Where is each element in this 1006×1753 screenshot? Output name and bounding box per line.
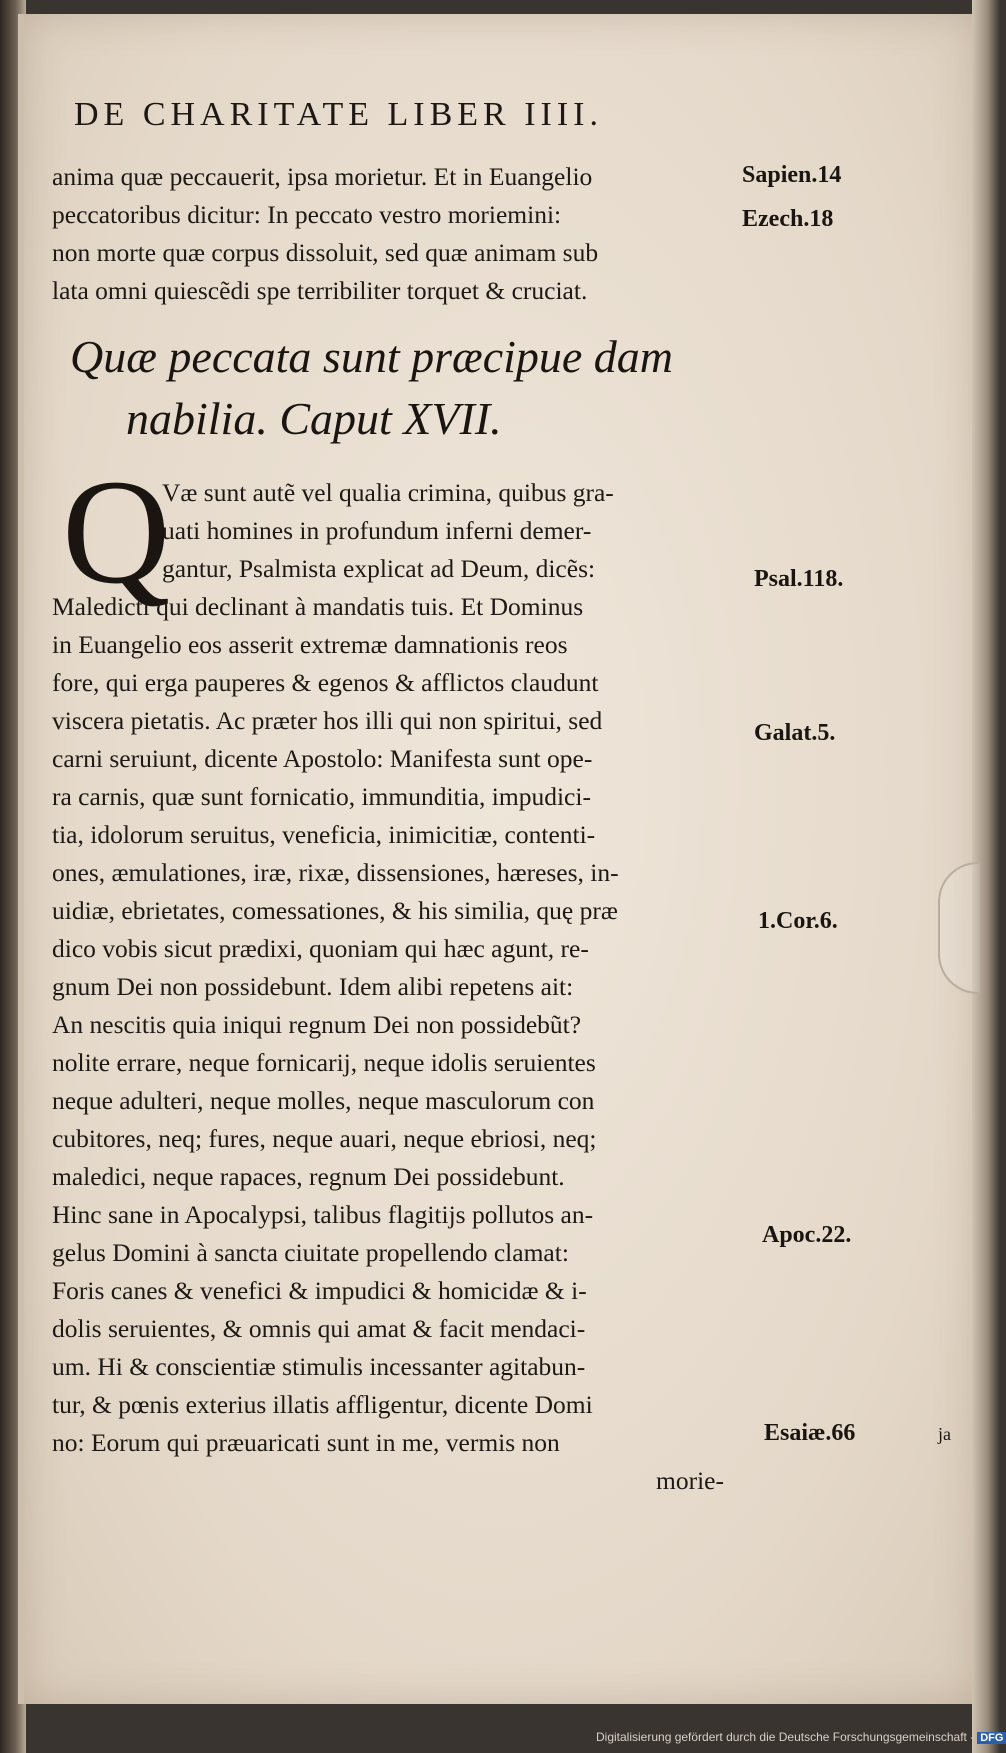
text-line: gnum Dei non possidebunt. Idem alibi repetens ait: (52, 972, 574, 1001)
margin-note-sapien: Sapien.14 (742, 162, 842, 188)
text-line: Hinc sane in Apocalypsi, talibus flagitijs pollutos an- (52, 1200, 594, 1229)
text-line: carni seruiunt, dicente Apostolo: Manifesta sunt ope- (52, 744, 593, 773)
text-line: Foris canes & venefici & impudici & homicidæ & i- (52, 1276, 587, 1305)
margin-note-apoc: Apoc.22. (762, 1222, 852, 1248)
text-line: lata omni quiescẽdi spe terribiliter torquet & cruciat. (52, 276, 588, 305)
margin-note-ezech: Ezech.18 (742, 206, 834, 232)
text-line: gantur, Psalmista explicat ad Deum, dicẽs: (162, 554, 596, 583)
margin-note-esaiae: Esaiæ.66 (764, 1420, 856, 1446)
running-head: DE CHARITATE LIBER IIII. (74, 96, 603, 133)
text-line: um. Hi & conscientiæ stimulis incessanter agitabun- (52, 1352, 586, 1381)
text-line: An nescitis quia iniqui regnum Dei non possidebũt? (52, 1010, 582, 1039)
drop-cap: Q (62, 449, 171, 615)
page-clip (938, 862, 980, 994)
catchword: ja (938, 1424, 951, 1444)
text-line: nolite errare, neque fornicarij, neque idolis seruientes (52, 1048, 596, 1077)
chapter-heading-line1: Quæ peccata sunt præcipue dam (70, 331, 674, 382)
text-line: non morte quæ corpus dissoluit, sed quæ animam sub (52, 238, 599, 267)
footer-text: Digitalisierung gefördert durch die Deutsche Forschungsgemeinschaft - (596, 1730, 975, 1744)
text-line: maledici, neque rapaces, regnum Dei possidebunt. (52, 1162, 565, 1191)
text-line: Væ sunt autẽ vel qualia crimina, quibus gra- (162, 478, 614, 507)
dfg-logo: DFG (977, 1732, 1006, 1744)
text-line: tur, & pœnis exterius illatis affligentur, dicente Domi (52, 1390, 593, 1419)
text-line: tia, idolorum seruitus, veneficia, inimicitiæ, contenti- (52, 820, 596, 849)
chapter-heading-line2: nabilia. Caput XVII. (126, 393, 502, 444)
margin-note-cor: 1.Cor.6. (758, 908, 838, 934)
text-line: anima quæ peccauerit, ipsa morietur. Et in Euangelio (52, 162, 593, 191)
text-line: viscera pietatis. Ac præter hos illi qui non spiritui, sed (52, 706, 603, 735)
margin-note-psal: Psal.118. (754, 566, 844, 592)
text-line: uati homines in profundum inferni demer- (162, 516, 592, 545)
text-line: morie- (656, 1466, 724, 1495)
text-line: ones, æmulationes, iræ, rixæ, dissensiones, hæreses, in- (52, 858, 619, 887)
margin-note-galat: Galat.5. (754, 720, 836, 746)
text-line: peccatoribus dicitur: In peccato vestro moriemini: (52, 200, 562, 229)
text-line: Maledicti qui declinant à mandatis tuis. Et Dominus (52, 592, 584, 621)
text-line: dolis seruientes, & omnis qui amat & facit mendaci- (52, 1314, 586, 1343)
text-line: ra carnis, quæ sunt fornicatio, immunditia, impudici- (52, 782, 591, 811)
text-line: dico vobis sicut prædixi, quoniam qui hæc agunt, re- (52, 934, 589, 963)
text-line: uidiæ, ebrietates, comessationes, & his similia, quę præ (52, 896, 618, 925)
text-line: in Euangelio eos asserit extremæ damnationis reos (52, 630, 568, 659)
text-line: neque adulteri, neque molles, neque masculorum con (52, 1086, 595, 1115)
text-line: cubitores, neq; fures, neque auari, neque ebriosi, neq; (52, 1124, 597, 1153)
text-line: fore, qui erga pauperes & egenos & afflictos claudunt (52, 668, 599, 697)
text-line: no: Eorum qui præuaricati sunt in me, vermis non (52, 1428, 560, 1457)
digitization-footer (596, 1730, 1006, 1744)
text-line: gelus Domini à sancta ciuitate propellendo clamat: (52, 1238, 569, 1267)
